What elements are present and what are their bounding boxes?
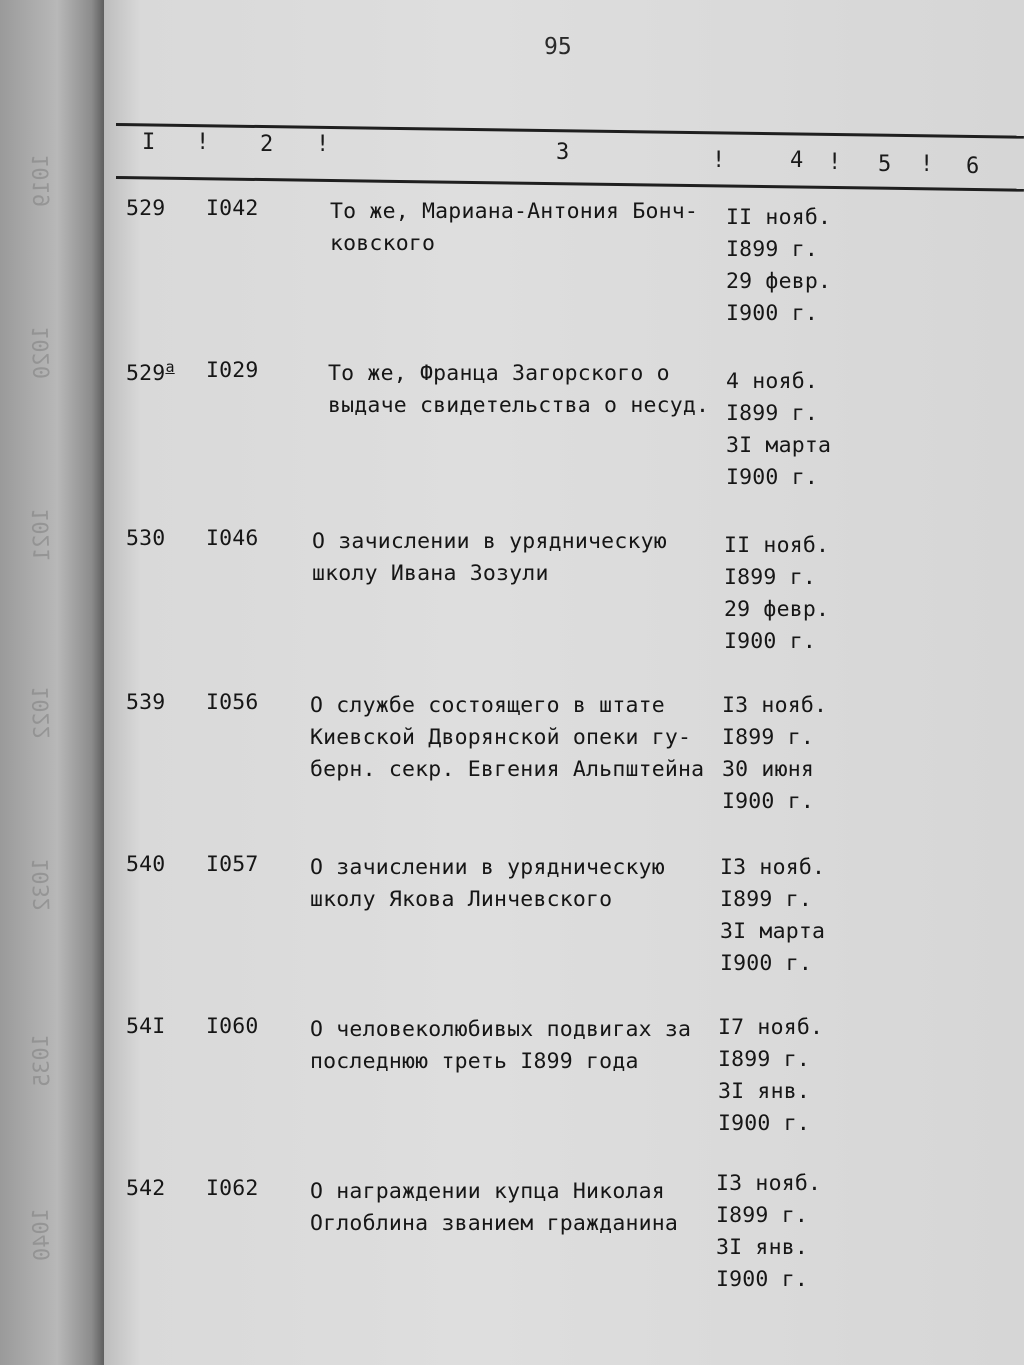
entry-dates: I7 нояб. I899 г. 3I янв. I900 г. — [718, 1015, 824, 1136]
column-header-5: 5 — [878, 152, 892, 177]
entry-number: 54I — [126, 1014, 166, 1039]
column-header-3: 3 — [556, 140, 570, 165]
entry-dates: II нояб. I899 г. 29 февр. I900 г. — [726, 205, 832, 326]
file-number: I046 — [206, 526, 259, 551]
entry-number-suffix: а — [165, 358, 175, 376]
entry-number: 539 — [126, 690, 166, 715]
entry-dates: II нояб. I899 г. 29 февр. I900 г. — [724, 533, 830, 654]
entry-description: То же, Франца Загорского о выдаче свидетельства о несуд. — [328, 361, 710, 418]
entry-number: 529 — [126, 196, 166, 221]
column-header-1: I — [142, 130, 156, 155]
entry-number: 530 — [126, 526, 166, 551]
entry-dates: I3 нояб. I899 г. 3I янв. I900 г. — [716, 1171, 822, 1292]
ghost-margin-number: 1032 — [28, 857, 56, 912]
column-header-6: 6 — [966, 154, 980, 179]
ghost-margin-number: 1019 — [28, 153, 56, 208]
file-number: I060 — [206, 1014, 259, 1039]
entry-number: 540 — [126, 852, 166, 877]
entry-dates: 4 нояб. I899 г. 3I марта I900 г. — [726, 369, 832, 490]
column-separator: ! — [196, 130, 210, 155]
entry-description: О награждении купца Николая Оглоблина званием гражданина — [310, 1179, 679, 1236]
entry-number: $529^а$ — [126, 358, 175, 386]
file-number: I056 — [206, 690, 259, 715]
column-header-4: 4 — [790, 148, 804, 173]
page-number: 95 — [544, 34, 572, 60]
ghost-margin-number: 1021 — [28, 507, 56, 562]
file-number: I057 — [206, 852, 259, 877]
ghost-margin-number: 1020 — [28, 325, 56, 380]
ghost-margin-number: 1022 — [28, 685, 56, 740]
entry-dates: I3 нояб. I899 г. 3I марта I900 г. — [720, 855, 826, 976]
file-number: I029 — [206, 358, 259, 383]
ghost-margin-number: 1040 — [28, 1207, 56, 1262]
column-separator: ! — [920, 152, 934, 177]
column-separator: ! — [316, 132, 330, 157]
ghost-margin-number: 1035 — [28, 1033, 56, 1088]
column-separator: ! — [828, 150, 842, 175]
entry-description: О человеколюбивых подвигах за последнюю треть I899 года — [310, 1017, 692, 1074]
column-header-2: 2 — [260, 132, 274, 157]
entry-description: О зачислении в урядническую школу Ивана Зозули — [312, 529, 667, 586]
entry-dates: I3 нояб. I899 г. 30 июня I900 г. — [722, 693, 828, 814]
entry-description: О службе состоящего в штате Киевской Дворянской опеки гу- берн. секр. Евгения Альпштейна — [310, 693, 705, 782]
entry-description: То же, Мариана-Антония Бонч- ковского — [330, 199, 699, 256]
book-spine-shadow — [0, 0, 104, 1365]
entry-description: О зачислении в урядническую школу Якова Линчевского — [310, 855, 665, 912]
file-number: I042 — [206, 196, 259, 221]
file-number: I062 — [206, 1176, 259, 1201]
entry-number: 542 — [126, 1176, 166, 1201]
column-separator: ! — [712, 148, 726, 173]
